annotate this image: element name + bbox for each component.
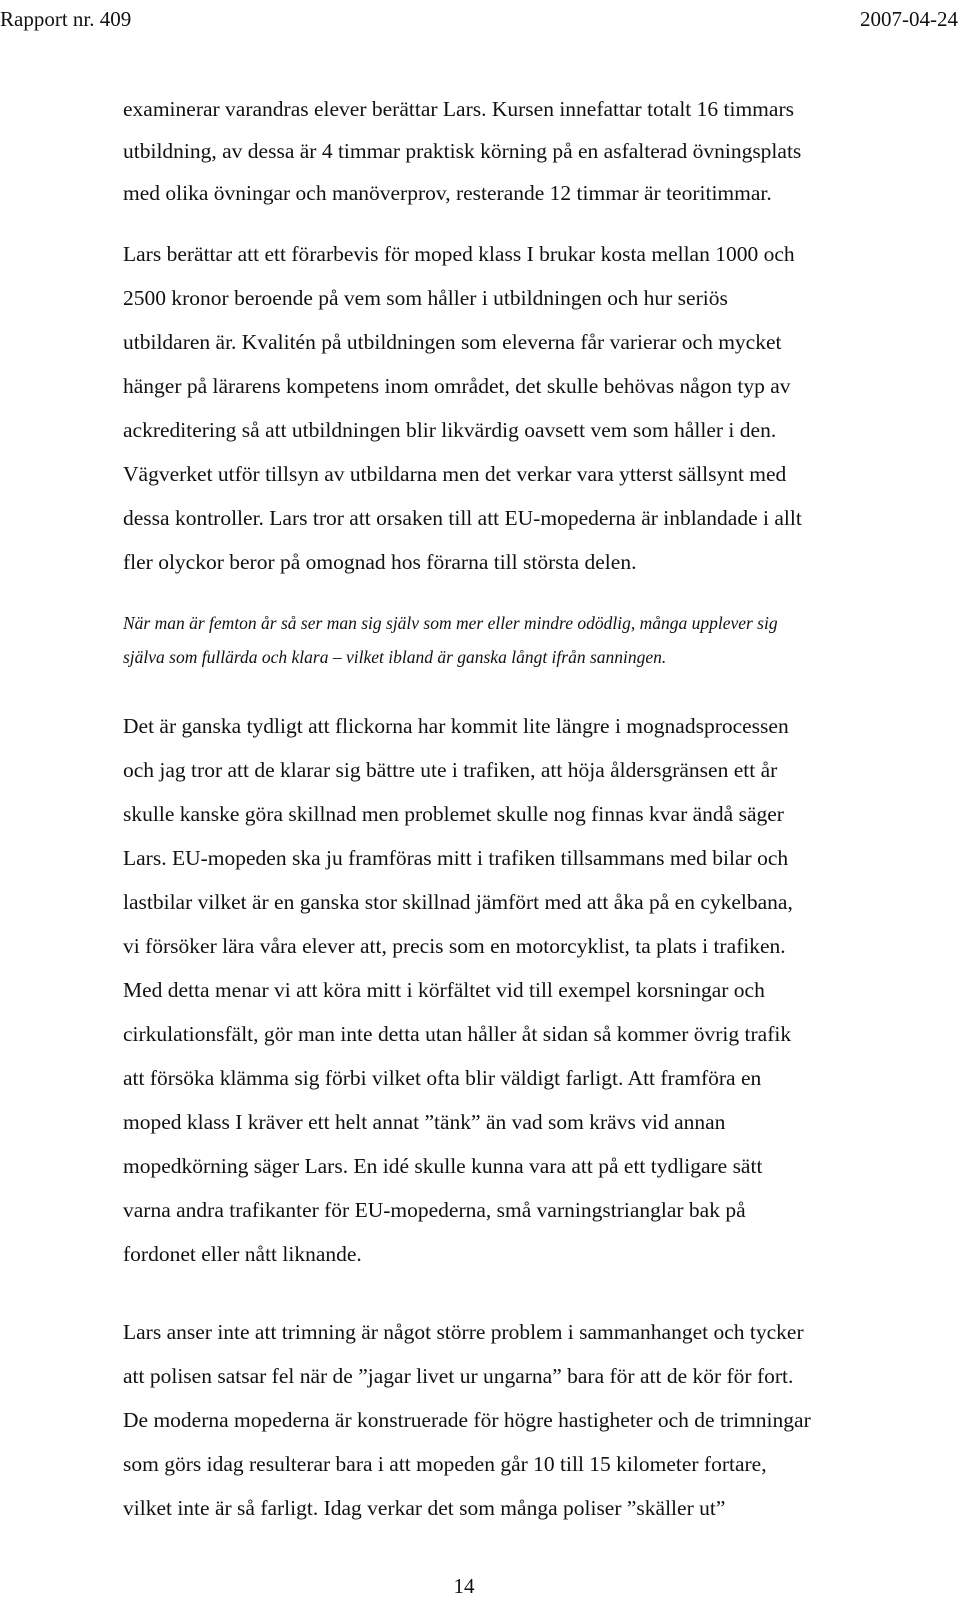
- paragraph-license-cost: [123, 232, 923, 584]
- text-line: utbildaren är. Kvalitén på utbildningen som eleverna får varierar och mycket: [123, 330, 782, 354]
- italic-quote: [123, 606, 923, 674]
- text-line: cirkulationsfält, gör man inte detta utan håller åt sidan så kommer övrig trafik: [123, 1022, 792, 1046]
- paragraph-course-hours: [123, 88, 923, 214]
- text-line: vi försöker lära våra elever att, precis som en motorcyklist, ta plats i trafiken.: [123, 934, 786, 958]
- text-line: vilket inte är så farligt. Idag verkar det som många poliser ”skäller ut”: [123, 1496, 726, 1520]
- text-line: Lars berättar att ett förarbevis för moped klass I brukar kosta mellan 1000 och: [123, 242, 795, 266]
- text-line: Vägverket utför tillsyn av utbildarna men det verkar vara ytterst sällsynt med: [123, 462, 787, 486]
- paragraph-maturity-traffic: [123, 704, 923, 1276]
- report-number: Rapport nr. 409: [0, 7, 132, 31]
- paragraph-spacer: [123, 1276, 923, 1310]
- page-footer: [0, 1573, 960, 1599]
- text-line: fordonet eller nått liknande.: [123, 1242, 362, 1266]
- quote-line: När man är femton år så ser man sig själv som mer eller mindre odödlig, många upplever sig: [123, 613, 778, 633]
- text-line: som görs idag resulterar bara i att mopeden går 10 till 15 kilometer fortare,: [123, 1452, 767, 1476]
- text-line: Lars anser inte att trimning är något större problem i sammanhanget och tycker: [123, 1320, 804, 1344]
- document-body: [123, 88, 923, 1530]
- paragraph-tuning: [123, 1310, 923, 1530]
- text-line: Lars. EU-mopeden ska ju framföras mitt i trafiken tillsammans med bilar och: [123, 846, 789, 870]
- paragraph-spacer: [123, 584, 923, 606]
- text-line: varna andra trafikanter för EU-mopederna, små varningstrianglar bak på: [123, 1198, 746, 1222]
- text-line: med olika övningar och manöverprov, resterande 12 timmar är teoritimmar.: [123, 181, 772, 205]
- text-line: fler olyckor beror på omognad hos förarna till största delen.: [123, 550, 637, 574]
- text-line: dessa kontroller. Lars tror att orsaken till att EU-mopederna är inblandade i allt: [123, 506, 802, 530]
- text-line: lastbilar vilket är en ganska stor skillnad jämfört med att åka på en cykelbana,: [123, 890, 793, 914]
- text-line: ackreditering så att utbildningen blir likvärdig oavsett vem som håller i den.: [123, 418, 777, 442]
- paragraph-spacer: [123, 674, 923, 704]
- text-line: moped klass I kräver ett helt annat ”tänk” än vad som krävs vid annan: [123, 1110, 726, 1134]
- text-line: hänger på lärarens kompetens inom området, det skulle behövas någon typ av: [123, 374, 791, 398]
- text-line: och jag tror att de klarar sig bättre ute i trafiken, att höja åldersgränsen ett år: [123, 758, 778, 782]
- quote-line: själva som fullärda och klara – vilket ibland är ganska långt ifrån sanningen.: [123, 647, 667, 667]
- paragraph-spacer: [123, 214, 923, 232]
- page-header: [0, 6, 960, 38]
- text-line: De moderna mopederna är konstruerade för högre hastigheter och de trimningar: [123, 1408, 811, 1432]
- text-line: examinerar varandras elever berättar Lars. Kursen innefattar totalt 16 timmars: [123, 97, 794, 121]
- text-line: 2500 kronor beroende på vem som håller i utbildningen och hur seriös: [123, 286, 728, 310]
- text-line: att polisen satsar fel när de ”jagar livet ur ungarna” bara för att de kör för fort.: [123, 1364, 794, 1388]
- text-line: Med detta menar vi att köra mitt i körfältet vid till exempel korsningar och: [123, 978, 765, 1002]
- text-line: skulle kanske göra skillnad men problemet skulle nog finnas kvar ändå säger: [123, 802, 784, 826]
- page-number: 14: [453, 1574, 475, 1598]
- text-line: att försöka klämma sig förbi vilket ofta blir väldigt farligt. Att framföra en: [123, 1066, 762, 1090]
- text-line: Det är ganska tydligt att flickorna har kommit lite längre i mognadsprocessen: [123, 714, 789, 738]
- text-line: mopedkörning säger Lars. En idé skulle kunna vara att på ett tydligare sätt: [123, 1154, 763, 1178]
- text-line: utbildning, av dessa är 4 timmar praktisk körning på en asfalterad övningsplats: [123, 139, 802, 163]
- report-date: 2007-04-24: [860, 7, 958, 31]
